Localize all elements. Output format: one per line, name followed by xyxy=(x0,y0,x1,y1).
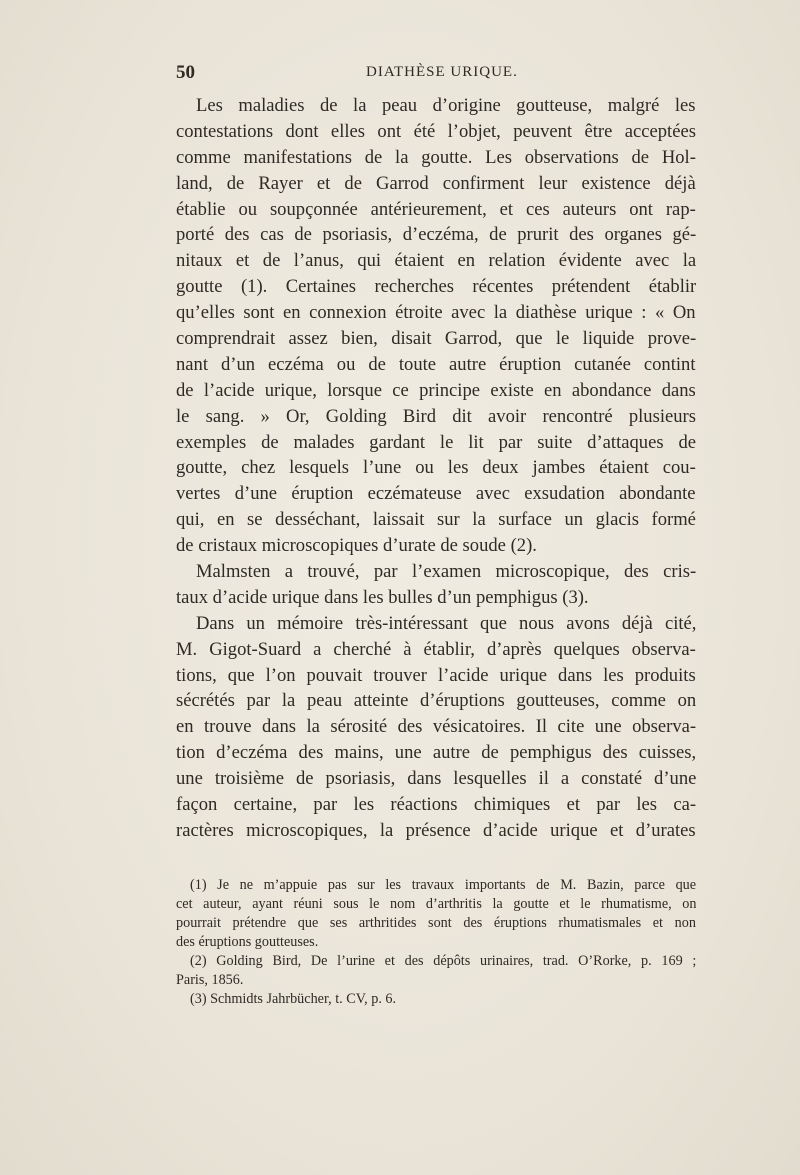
text-line: porté des cas de psoriasis, d’eczéma, de prurit des organes gé- xyxy=(176,224,696,246)
footnote-line: des éruptions goutteuses. xyxy=(176,934,319,950)
text-line: sécrétés par la peau atteinte d’éruptions goutteuses, comme on xyxy=(176,690,696,712)
text-line: ractères microscopiques, la présence d’acide urique et d’urates xyxy=(176,819,696,841)
text-line: contestations dont elles ont été l’objet, peuvent être acceptées xyxy=(176,120,696,142)
text-line: façon certaine, par les réactions chimiques et par les ca- xyxy=(176,794,696,816)
text-line: exemples de malades gardant le lit par suite d’attaques de xyxy=(176,431,696,453)
body-text xyxy=(176,93,696,844)
text-line: de l’acide urique, lorsque ce principe existe en abondance dans xyxy=(176,379,696,401)
text-line: une troisième de psoriasis, dans lesquelles il a constaté d’une xyxy=(176,768,696,790)
text-line: comme manifestations de la goutte. Les observations de Hol- xyxy=(176,146,696,168)
page-header xyxy=(176,62,696,86)
text-line: de cristaux microscopiques d’urate de soude (2). xyxy=(176,535,537,557)
text-line: en trouve dans la sérosité des vésicatoires. Il cite une observa- xyxy=(176,716,696,738)
text-line: Malmsten a trouvé, par l’examen microscopique, des cris- xyxy=(196,561,697,583)
text-line: Dans un mémoire très-intéressant que nous avons déjà cité, xyxy=(196,612,697,634)
text-line: vertes d’une éruption eczémateuse avec exsudation abondante xyxy=(176,483,696,505)
text-line: nant d’un eczéma ou de toute autre éruption cutanée contint xyxy=(176,353,696,375)
page-number: 50 xyxy=(176,62,195,83)
text-line: goutte (1). Certaines recherches récentes prétendent établir xyxy=(176,276,696,298)
text-line: land, de Rayer et de Garrod confirment leur existence déjà xyxy=(176,172,696,194)
text-line: tions, que l’on pouvait trouver l’acide urique dans les produits xyxy=(176,664,696,686)
text-line: goutte, chez lesquels l’une ou les deux jambes étaient cou- xyxy=(176,457,696,479)
footnotes xyxy=(176,876,696,1009)
footnote-line: Paris, 1856. xyxy=(176,972,244,988)
text-line: qu’elles sont en connexion étroite avec la diathèse urique : « On xyxy=(176,302,696,324)
text-line: qui, en se desséchant, laissait sur la surface un glacis formé xyxy=(176,509,696,531)
text-line: établie ou soupçonnée antérieurement, et ces auteurs ont rap- xyxy=(176,198,696,220)
text-line: taux d’acide urique dans les bulles d’un pemphigus (3). xyxy=(176,586,589,608)
text-line: tion d’eczéma des mains, une autre de pemphigus des cuisses, xyxy=(176,742,696,764)
text-line: M. Gigot-Suard a cherché à établir, d’après quelques observa- xyxy=(176,638,696,660)
text-line: comprendrait assez bien, disait Garrod, que le liquide prove- xyxy=(176,328,696,350)
running-head: DIATHÈSE URIQUE. xyxy=(366,64,518,80)
text-line: nitaux et de l’anus, qui étaient en relation évidente avec la xyxy=(176,250,696,272)
text-line: Les maladies de la peau d’origine goutteuse, malgré les xyxy=(196,95,696,116)
footnote-line: cet auteur, ayant réuni sous le nom d’arthritis la goutte et le rhumatisme, on xyxy=(176,896,696,912)
footnote-line: (1) Je ne m’appuie pas sur les travaux importants de M. Bazin, parce que xyxy=(190,877,697,893)
footnote-line: (2) Golding Bird, De l’urine et des dépôts urinaires, trad. O’Rorke, p. 169 ; xyxy=(190,953,697,969)
footnote-line: (3) Schmidts Jahrbücher, t. CV, p. 6. xyxy=(190,991,397,1007)
text-line: le sang. » Or, Golding Bird dit avoir rencontré plusieurs xyxy=(176,405,696,427)
footnote-line: pourrait prétendre que ses arthritides sont des éruptions rhumatismales et non xyxy=(176,915,696,931)
